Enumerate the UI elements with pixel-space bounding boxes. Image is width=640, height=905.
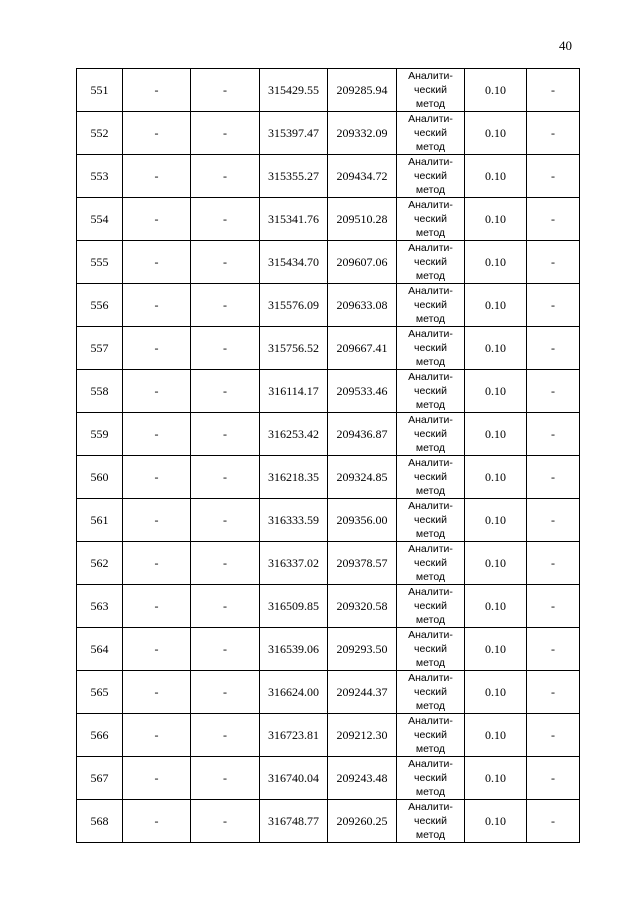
empty-value-cell: - <box>527 413 580 456</box>
table-row <box>77 413 580 456</box>
empty-value-cell: - <box>191 800 260 843</box>
method-cell: Аналити- ческий метод <box>397 327 465 370</box>
empty-value-cell: - <box>191 671 260 714</box>
x-coordinate-cell: 316218.35 <box>260 456 328 499</box>
point-number-cell: 557 <box>77 327 123 370</box>
table-row <box>77 542 580 585</box>
method-cell: Аналити- ческий метод <box>397 585 465 628</box>
accuracy-cell: 0.10 <box>465 714 527 757</box>
method-cell: Аналити- ческий метод <box>397 800 465 843</box>
method-cell: Аналити- ческий метод <box>397 499 465 542</box>
table-row <box>77 714 580 757</box>
empty-value-cell: - <box>527 69 580 112</box>
empty-value-cell: - <box>123 542 191 585</box>
accuracy-cell: 0.10 <box>465 112 527 155</box>
method-cell: Аналити- ческий метод <box>397 155 465 198</box>
y-coordinate-cell: 209320.58 <box>328 585 397 628</box>
x-coordinate-cell: 316509.85 <box>260 585 328 628</box>
point-number-cell: 559 <box>77 413 123 456</box>
table-row <box>77 671 580 714</box>
empty-value-cell: - <box>123 284 191 327</box>
point-number-cell: 568 <box>77 800 123 843</box>
empty-value-cell: - <box>191 413 260 456</box>
y-coordinate-cell: 209244.37 <box>328 671 397 714</box>
method-cell: Аналити- ческий метод <box>397 241 465 284</box>
method-cell: Аналити- ческий метод <box>397 757 465 800</box>
table-row <box>77 284 580 327</box>
accuracy-cell: 0.10 <box>465 585 527 628</box>
point-number-cell: 566 <box>77 714 123 757</box>
x-coordinate-cell: 316723.81 <box>260 714 328 757</box>
method-cell: Аналити- ческий метод <box>397 370 465 413</box>
empty-value-cell: - <box>191 499 260 542</box>
table-row <box>77 327 580 370</box>
accuracy-cell: 0.10 <box>465 198 527 241</box>
empty-value-cell: - <box>527 542 580 585</box>
empty-value-cell: - <box>191 284 260 327</box>
accuracy-cell: 0.10 <box>465 757 527 800</box>
y-coordinate-cell: 209293.50 <box>328 628 397 671</box>
empty-value-cell: - <box>191 327 260 370</box>
point-number-cell: 565 <box>77 671 123 714</box>
y-coordinate-cell: 209434.72 <box>328 155 397 198</box>
table-row <box>77 241 580 284</box>
point-number-cell: 555 <box>77 241 123 284</box>
empty-value-cell: - <box>527 800 580 843</box>
x-coordinate-cell: 315576.09 <box>260 284 328 327</box>
empty-value-cell: - <box>191 370 260 413</box>
empty-value-cell: - <box>527 499 580 542</box>
empty-value-cell: - <box>527 241 580 284</box>
x-coordinate-cell: 315397.47 <box>260 112 328 155</box>
empty-value-cell: - <box>123 327 191 370</box>
x-coordinate-cell: 316748.77 <box>260 800 328 843</box>
accuracy-cell: 0.10 <box>465 671 527 714</box>
empty-value-cell: - <box>527 198 580 241</box>
empty-value-cell: - <box>123 198 191 241</box>
empty-value-cell: - <box>191 155 260 198</box>
empty-value-cell: - <box>527 671 580 714</box>
accuracy-cell: 0.10 <box>465 542 527 585</box>
empty-value-cell: - <box>123 413 191 456</box>
y-coordinate-cell: 209607.06 <box>328 241 397 284</box>
empty-value-cell: - <box>123 499 191 542</box>
y-coordinate-cell: 209667.41 <box>328 327 397 370</box>
point-number-cell: 556 <box>77 284 123 327</box>
point-number-cell: 563 <box>77 585 123 628</box>
x-coordinate-cell: 316114.17 <box>260 370 328 413</box>
x-coordinate-cell: 316539.06 <box>260 628 328 671</box>
table-row <box>77 112 580 155</box>
empty-value-cell: - <box>527 112 580 155</box>
empty-value-cell: - <box>123 585 191 628</box>
method-cell: Аналити- ческий метод <box>397 456 465 499</box>
empty-value-cell: - <box>527 155 580 198</box>
table-row <box>77 757 580 800</box>
empty-value-cell: - <box>191 198 260 241</box>
table-row <box>77 456 580 499</box>
empty-value-cell: - <box>191 628 260 671</box>
empty-value-cell: - <box>191 757 260 800</box>
table-row <box>77 800 580 843</box>
point-number-cell: 551 <box>77 69 123 112</box>
empty-value-cell: - <box>123 155 191 198</box>
empty-value-cell: - <box>123 628 191 671</box>
y-coordinate-cell: 209285.94 <box>328 69 397 112</box>
accuracy-cell: 0.10 <box>465 499 527 542</box>
empty-value-cell: - <box>527 284 580 327</box>
point-number-cell: 554 <box>77 198 123 241</box>
x-coordinate-cell: 316253.42 <box>260 413 328 456</box>
accuracy-cell: 0.10 <box>465 413 527 456</box>
point-number-cell: 567 <box>77 757 123 800</box>
accuracy-cell: 0.10 <box>465 800 527 843</box>
method-cell: Аналити- ческий метод <box>397 542 465 585</box>
table-row <box>77 155 580 198</box>
method-cell: Аналити- ческий метод <box>397 628 465 671</box>
empty-value-cell: - <box>191 585 260 628</box>
method-cell: Аналити- ческий метод <box>397 284 465 327</box>
accuracy-cell: 0.10 <box>465 284 527 327</box>
empty-value-cell: - <box>123 69 191 112</box>
accuracy-cell: 0.10 <box>465 69 527 112</box>
y-coordinate-cell: 209356.00 <box>328 499 397 542</box>
y-coordinate-cell: 209378.57 <box>328 542 397 585</box>
table-row <box>77 628 580 671</box>
empty-value-cell: - <box>191 241 260 284</box>
y-coordinate-cell: 209212.30 <box>328 714 397 757</box>
y-coordinate-cell: 209633.08 <box>328 284 397 327</box>
point-number-cell: 558 <box>77 370 123 413</box>
point-number-cell: 560 <box>77 456 123 499</box>
table-row <box>77 198 580 241</box>
x-coordinate-cell: 316337.02 <box>260 542 328 585</box>
empty-value-cell: - <box>527 628 580 671</box>
method-cell: Аналити- ческий метод <box>397 112 465 155</box>
point-number-cell: 553 <box>77 155 123 198</box>
empty-value-cell: - <box>123 370 191 413</box>
empty-value-cell: - <box>123 456 191 499</box>
x-coordinate-cell: 315355.27 <box>260 155 328 198</box>
empty-value-cell: - <box>527 714 580 757</box>
y-coordinate-cell: 209436.87 <box>328 413 397 456</box>
y-coordinate-cell: 209260.25 <box>328 800 397 843</box>
empty-value-cell: - <box>191 69 260 112</box>
y-coordinate-cell: 209510.28 <box>328 198 397 241</box>
empty-value-cell: - <box>123 671 191 714</box>
x-coordinate-cell: 315341.76 <box>260 198 328 241</box>
empty-value-cell: - <box>123 800 191 843</box>
table-row <box>77 370 580 413</box>
empty-value-cell: - <box>123 757 191 800</box>
coordinates-table <box>76 68 580 843</box>
x-coordinate-cell: 315429.55 <box>260 69 328 112</box>
accuracy-cell: 0.10 <box>465 456 527 499</box>
y-coordinate-cell: 209332.09 <box>328 112 397 155</box>
accuracy-cell: 0.10 <box>465 327 527 370</box>
x-coordinate-cell: 316624.00 <box>260 671 328 714</box>
table-row <box>77 499 580 542</box>
x-coordinate-cell: 315756.52 <box>260 327 328 370</box>
x-coordinate-cell: 316333.59 <box>260 499 328 542</box>
empty-value-cell: - <box>123 241 191 284</box>
y-coordinate-cell: 209243.48 <box>328 757 397 800</box>
empty-value-cell: - <box>527 456 580 499</box>
empty-value-cell: - <box>527 370 580 413</box>
method-cell: Аналити- ческий метод <box>397 413 465 456</box>
empty-value-cell: - <box>191 456 260 499</box>
accuracy-cell: 0.10 <box>465 628 527 671</box>
page-number: 40 <box>559 38 572 53</box>
empty-value-cell: - <box>527 327 580 370</box>
x-coordinate-cell: 316740.04 <box>260 757 328 800</box>
empty-value-cell: - <box>123 112 191 155</box>
point-number-cell: 552 <box>77 112 123 155</box>
empty-value-cell: - <box>191 112 260 155</box>
empty-value-cell: - <box>527 585 580 628</box>
point-number-cell: 561 <box>77 499 123 542</box>
method-cell: Аналити- ческий метод <box>397 198 465 241</box>
y-coordinate-cell: 209533.46 <box>328 370 397 413</box>
empty-value-cell: - <box>527 757 580 800</box>
method-cell: Аналити- ческий метод <box>397 69 465 112</box>
point-number-cell: 564 <box>77 628 123 671</box>
accuracy-cell: 0.10 <box>465 370 527 413</box>
method-cell: Аналити- ческий метод <box>397 714 465 757</box>
point-number-cell: 562 <box>77 542 123 585</box>
empty-value-cell: - <box>191 714 260 757</box>
x-coordinate-cell: 315434.70 <box>260 241 328 284</box>
accuracy-cell: 0.10 <box>465 241 527 284</box>
table-row <box>77 69 580 112</box>
empty-value-cell: - <box>123 714 191 757</box>
method-cell: Аналити- ческий метод <box>397 671 465 714</box>
y-coordinate-cell: 209324.85 <box>328 456 397 499</box>
accuracy-cell: 0.10 <box>465 155 527 198</box>
table-row <box>77 585 580 628</box>
empty-value-cell: - <box>191 542 260 585</box>
